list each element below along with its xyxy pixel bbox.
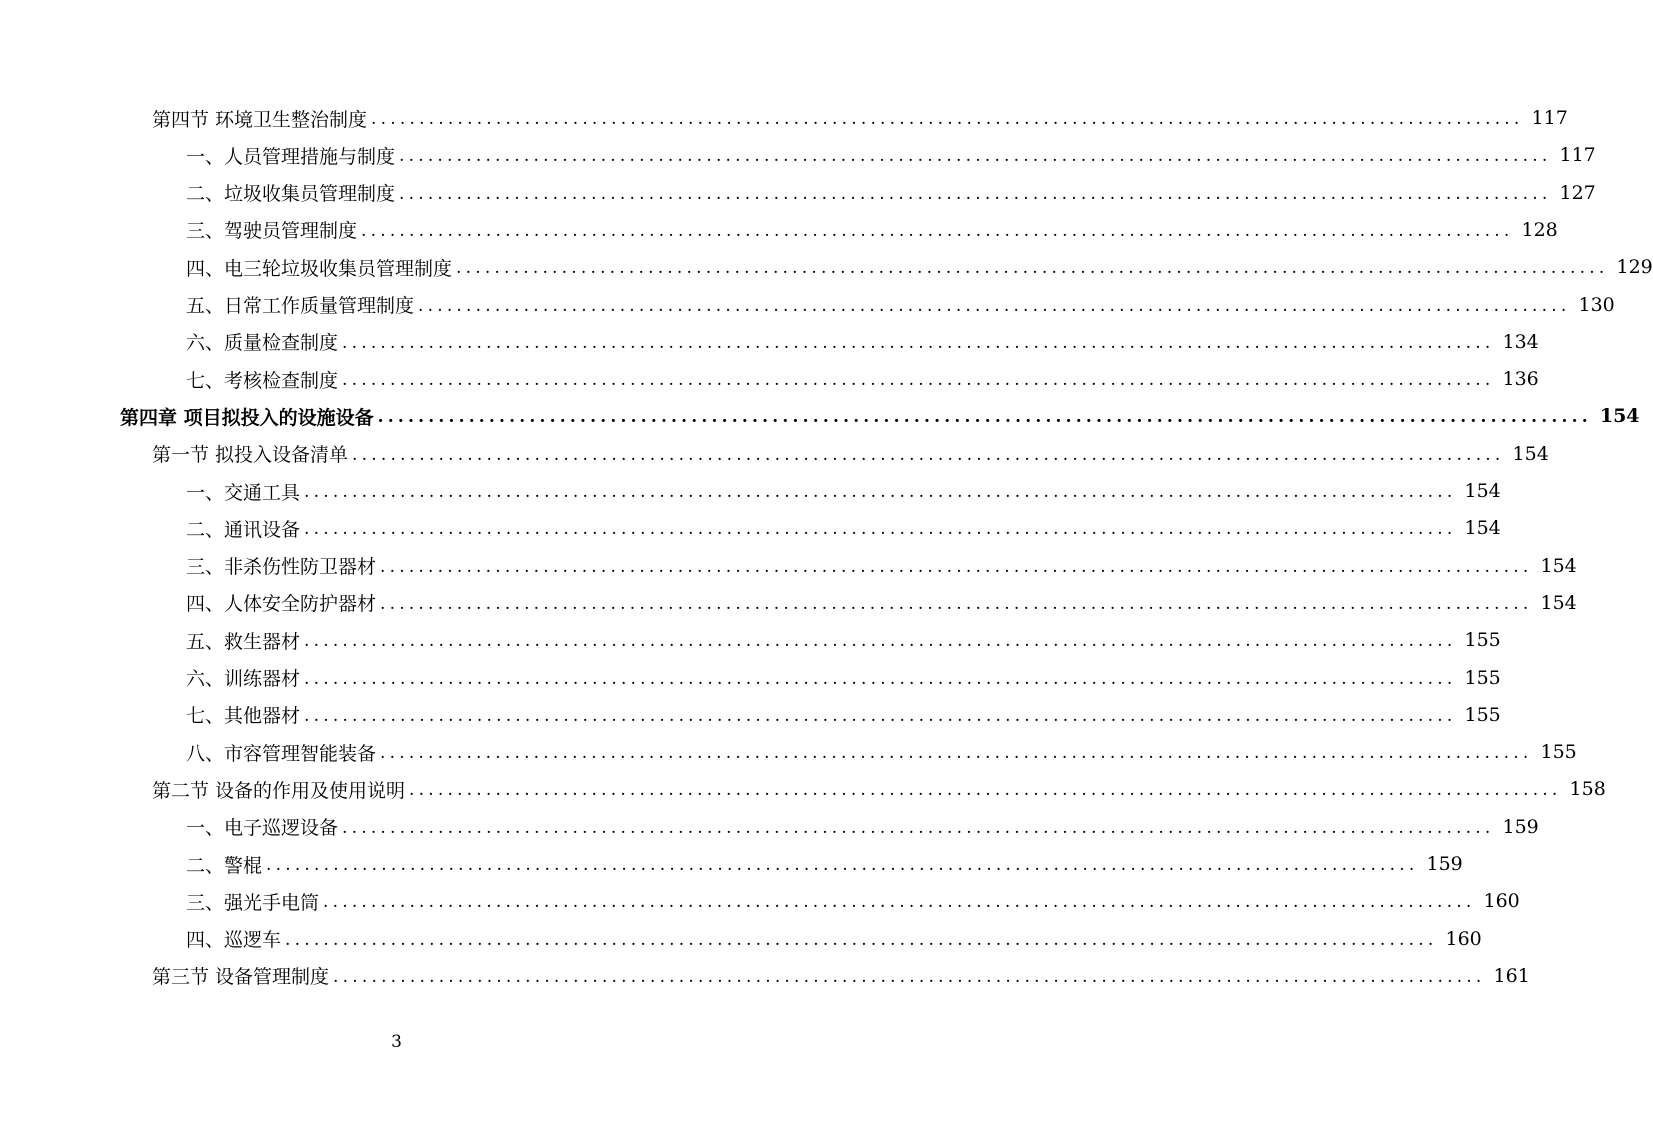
toc-entry-title: 二、警棍 bbox=[186, 854, 263, 877]
toc-entry-title: 四、人体安全防护器材 bbox=[186, 593, 377, 616]
toc-entry-page: 134 bbox=[1502, 330, 1539, 353]
toc-entry-page: 160 bbox=[1445, 927, 1482, 950]
toc-entry-page: 159 bbox=[1502, 815, 1539, 838]
toc-entry-page: 117 bbox=[1559, 144, 1596, 167]
dot-leader: ........................................................................................................................ bbox=[377, 407, 1592, 428]
toc-entry-item bbox=[186, 921, 1482, 957]
toc-entry-page: 130 bbox=[1578, 293, 1615, 316]
toc-entry-item bbox=[186, 697, 1501, 733]
toc-entry-title: 第四节 环境卫生整治制度 bbox=[152, 108, 368, 131]
dot-leader: ........................................................................................................................ bbox=[380, 743, 1533, 764]
toc-entry-item bbox=[186, 883, 1520, 919]
toc-entry-title: 七、考核检查制度 bbox=[186, 369, 339, 392]
dot-leader: ........................................................................................................................ bbox=[409, 780, 1562, 801]
dot-leader: ........................................................................................................................ bbox=[304, 668, 1457, 689]
toc-entry-title: 第二节 设备的作用及使用说明 bbox=[152, 779, 406, 802]
dot-leader: ........................................................................................................................ bbox=[342, 332, 1495, 353]
toc-entry-title: 三、非杀伤性防卫器材 bbox=[186, 556, 377, 579]
toc-entry-page: 158 bbox=[1569, 778, 1606, 801]
toc-entry-item bbox=[186, 287, 1615, 323]
toc-entry-title: 二、垃圾收集员管理制度 bbox=[186, 183, 396, 206]
toc-entry-title: 第四章 项目拟投入的设施设备 bbox=[120, 406, 374, 429]
toc-entry-title: 二、通讯设备 bbox=[186, 518, 301, 541]
dot-leader: ........................................................................................................................ bbox=[380, 593, 1533, 614]
toc-entry-page: 154 bbox=[1540, 554, 1577, 577]
dot-leader: ........................................................................................................................ bbox=[304, 482, 1457, 502]
toc-entry-section bbox=[152, 100, 1568, 136]
toc-entry-item bbox=[186, 212, 1558, 248]
toc-entry-page: 154 bbox=[1464, 517, 1501, 540]
toc-entry-title: 五、救生器材 bbox=[186, 630, 301, 653]
dot-leader: ........................................................................................................................ bbox=[304, 631, 1457, 652]
dot-leader: ........................................................................................................................ bbox=[399, 183, 1552, 204]
dot-leader: ........................................................................................................................ bbox=[361, 220, 1514, 241]
toc-entry-section bbox=[152, 958, 1530, 994]
dot-leader: ........................................................................................................................ bbox=[342, 817, 1495, 838]
toc-entry-item bbox=[186, 734, 1577, 770]
dot-leader: ........................................................................................................................ bbox=[304, 705, 1457, 726]
toc-entry-title: 第三节 设备管理制度 bbox=[152, 966, 330, 989]
toc-entry-title: 七、其他器材 bbox=[186, 705, 301, 728]
toc-entry-title: 四、电三轮垃圾收集员管理制度 bbox=[186, 257, 453, 280]
toc-entry-item bbox=[186, 846, 1463, 882]
toc-entry-item bbox=[186, 249, 1653, 285]
dot-leader: ........................................................................................................................ bbox=[333, 966, 1486, 987]
dot-leader: ........................................................................................................................ bbox=[380, 556, 1533, 577]
dot-leader: ........................................................................................................................ bbox=[371, 109, 1524, 129]
toc-entry-item bbox=[186, 510, 1501, 546]
toc-entry-page: 129 bbox=[1616, 256, 1653, 279]
toc-entry-page: 154 bbox=[1464, 480, 1501, 502]
toc-entry-section bbox=[152, 771, 1606, 807]
toc-entry-chapter bbox=[120, 398, 1640, 434]
toc-entry-page: 136 bbox=[1502, 368, 1539, 391]
toc-entry-item bbox=[186, 324, 1539, 360]
toc-entry-item bbox=[186, 175, 1596, 211]
toc-entry-title: 五、日常工作质量管理制度 bbox=[186, 295, 415, 317]
dot-leader: ........................................................................................................................ bbox=[456, 258, 1609, 279]
toc-entry-page: 154 bbox=[1540, 591, 1577, 614]
toc-entry-title: 六、质量检查制度 bbox=[186, 332, 339, 355]
dot-leader: ........................................................................................................................ bbox=[323, 892, 1476, 913]
toc-entry-item bbox=[186, 809, 1539, 845]
toc-entry-title: 四、巡逻车 bbox=[186, 929, 282, 952]
toc-entry-title: 三、强光手电筒 bbox=[186, 891, 320, 914]
dot-leader: ........................................................................................................................ bbox=[418, 295, 1571, 316]
toc-entry-page: 155 bbox=[1464, 703, 1501, 726]
toc-entry-item bbox=[186, 473, 1501, 509]
toc-entry-item bbox=[186, 361, 1539, 397]
toc-entry-page: 127 bbox=[1559, 181, 1596, 204]
page-number: 3 bbox=[391, 1032, 402, 1052]
dot-leader: ........................................................................................................................ bbox=[304, 519, 1457, 540]
toc-entry-item bbox=[186, 137, 1596, 173]
dot-leader: ........................................................................................................................ bbox=[399, 146, 1552, 167]
toc-entry-item bbox=[186, 622, 1501, 658]
toc-entry-title: 一、交通工具 bbox=[186, 481, 301, 504]
toc-entry-item bbox=[186, 548, 1577, 584]
toc-entry-page: 155 bbox=[1464, 629, 1501, 652]
dot-leader: ........................................................................................................................ bbox=[285, 929, 1438, 950]
toc-entry-page: 117 bbox=[1531, 107, 1568, 129]
dot-leader: ........................................................................................................................ bbox=[352, 444, 1505, 465]
toc-entry-page: 155 bbox=[1540, 741, 1577, 764]
toc-entry-page: 128 bbox=[1521, 218, 1558, 241]
toc-entry-item bbox=[186, 660, 1501, 696]
toc-entry-title: 八、市容管理智能装备 bbox=[186, 742, 377, 765]
toc-entry-page: 155 bbox=[1464, 666, 1501, 689]
toc-entry-page: 154 bbox=[1512, 442, 1549, 465]
toc-entry-item bbox=[186, 585, 1577, 621]
toc-entry-title: 一、人员管理措施与制度 bbox=[186, 145, 396, 168]
toc-entry-page: 161 bbox=[1493, 964, 1530, 987]
toc-entry-title: 第一节 拟投入设备清单 bbox=[152, 444, 349, 467]
dot-leader: ........................................................................................................................ bbox=[342, 370, 1495, 391]
toc-entry-title: 六、训练器材 bbox=[186, 668, 301, 690]
toc-entry-page: 159 bbox=[1426, 853, 1463, 875]
toc-entry-page: 154 bbox=[1599, 405, 1640, 428]
toc-entry-page: 160 bbox=[1483, 890, 1520, 913]
toc-entry-title: 一、电子巡逻设备 bbox=[186, 817, 339, 840]
toc-entry-title: 三、驾驶员管理制度 bbox=[186, 220, 358, 243]
toc-entry-section bbox=[152, 436, 1549, 472]
dot-leader: ........................................................................................................................ bbox=[266, 855, 1419, 875]
